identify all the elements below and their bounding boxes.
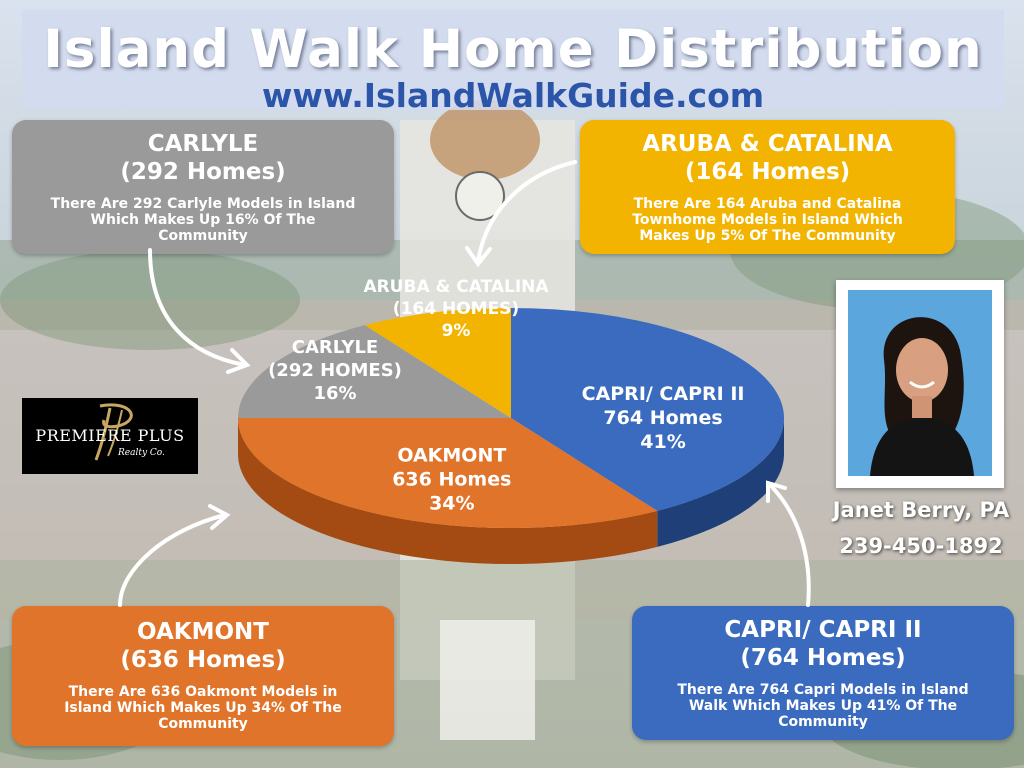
card-capri-count: (764 Homes) — [740, 645, 906, 671]
pie-slice-label: 636 Homes — [392, 468, 512, 491]
pie-slice-label: CAPRI/ CAPRI II — [581, 383, 745, 406]
agent-info — [818, 495, 1024, 561]
pie-slice-label: CARLYLE — [291, 337, 379, 358]
card-capri-title: CAPRI/ CAPRI II — [724, 617, 922, 643]
card-aruba-desc: There Are 164 Aruba and Catalina Townhome Models in Island Which Makes Up 5% Of The Community — [632, 196, 903, 244]
pie-slice-label: OAKMONT — [397, 444, 507, 467]
website-url[interactable]: www.IslandWalkGuide.com — [261, 76, 765, 115]
card-carlyle-title: CARLYLE — [147, 131, 259, 157]
pie-slice-label: (164 HOMES) — [392, 299, 520, 319]
pie-slice-label: ARUBA & CATALINA — [363, 277, 549, 297]
pie-slice-label: 764 Homes — [603, 407, 723, 430]
card-aruba-count: (164 Homes) — [684, 159, 851, 185]
agent-phone[interactable]: 239-450-1892 — [839, 534, 1003, 558]
page-title: Island Walk Home Distribution — [43, 19, 983, 80]
card-carlyle-count: (292 Homes) — [120, 159, 286, 185]
pie-slice-label: 41% — [640, 431, 686, 454]
pie-slice-label: 34% — [429, 492, 475, 515]
card-oakmont-count: (636 Homes) — [120, 647, 286, 673]
arrow-aruba — [478, 162, 575, 262]
card-capri-desc: There Are 764 Capri Models in Island Walk Which Makes Up 41% Of The Community — [677, 682, 969, 730]
arrow-capri — [770, 485, 809, 605]
pie-slice-label: 9% — [441, 321, 471, 341]
premiere-plus-logo — [22, 398, 198, 474]
card-oakmont-title: OAKMONT — [137, 619, 269, 645]
arrow-oakmont — [120, 515, 225, 605]
card-oakmont-desc: There Are 636 Oakmont Models in Island Which Makes Up 34% Of The Community — [64, 684, 342, 732]
card-carlyle-desc: There Are 292 Carlyle Models in Island Which Makes Up 16% Of The Community — [50, 196, 356, 244]
logo-sub-text: Realty Co. — [118, 448, 165, 458]
logo-brand-text: PREMIERE PLUS — [35, 426, 185, 445]
agent-name: Janet Berry, PA — [832, 498, 1010, 522]
agent-photo — [836, 280, 1004, 488]
agent-portrait-icon — [848, 290, 992, 476]
arrow-carlyle — [150, 250, 245, 365]
pie-slice-label: 16% — [313, 383, 357, 404]
card-aruba-title: ARUBA & CATALINA — [642, 131, 893, 157]
pie-slice-label: (292 HOMES) — [268, 360, 402, 381]
